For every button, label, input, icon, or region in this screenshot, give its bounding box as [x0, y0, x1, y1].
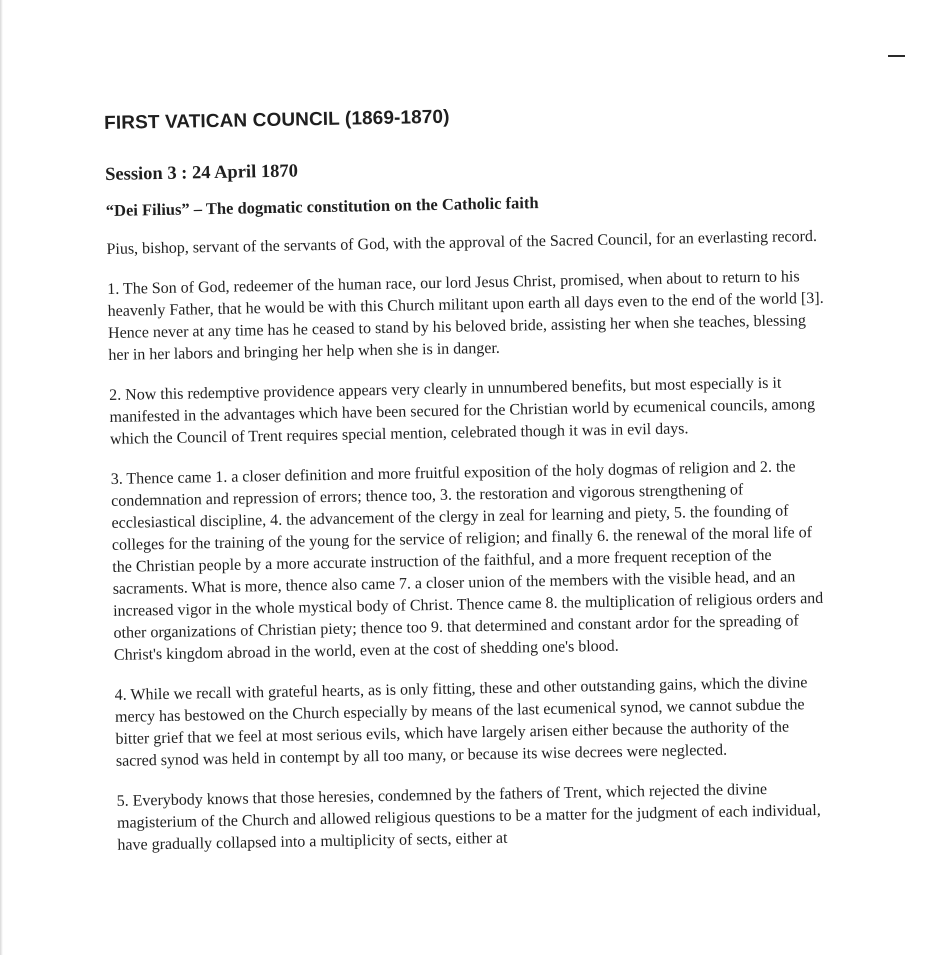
- document-title: FIRST VATICAN COUNCIL (1869-1870): [104, 106, 450, 134]
- document-body: [104, 98, 858, 856]
- paragraph-2: 2. Now this redemptive providence appears very clearly in unnumbered benefits, but most especially is it manifested in the advantages which have been secured for the Christian world by ecumenical councils, among which the Council of Trent requires special mention, celebrated though it was in evil days.: [109, 374, 816, 448]
- intro-paragraph: Pius, bishop, servant of the servants of God, with the approval of the Sacred Council, for an everlasting record.: [106, 227, 818, 258]
- paragraph-4: 4. While we recall with grateful hearts, as is only fitting, these and other outstanding gains, which the divine mercy has bestowed on the Church especially by means of the last ecumenical synod, we cannot subdue the bitter grief that we feel at most serious evils, which have largely arisen either because the authority of the sacred synod was held in contempt by all too many, or because its wise decrees were neglected.: [114, 674, 808, 770]
- session-heading: Session 3 : 24 April 1870: [104, 161, 299, 185]
- constitution-subtitle: “Dei Filius” – The dogmatic constitution on the Catholic faith: [105, 193, 539, 220]
- scan-edge-shadow: [0, 0, 3, 955]
- page-corner-mark: [888, 55, 905, 57]
- paragraph-1: 1. The Son of God, redeemer of the human race, our lord Jesus Christ, promised, when about to return to his heavenly Father, that he would be with this Church militant upon earth all days even to the end of the world [3]. Hence never at any time has he ceased to stand by his beloved bride, assisting her when she teaches, blessing her in her labors and bringing her help when she is in danger.: [107, 268, 824, 364]
- paragraph-3: 3. Thence came 1. a closer definition and more fruitful exposition of the holy dogmas of religion and 2. the condemnation and repression of errors; thence too, 3. the restoration and vigorous strengthening of ecclesiastical discipline, 4. the advancement of the clergy in zeal for learning and piety, 5. the founding of colleges for the training of the young for the service of religion; and finally 6. the renewal of the moral life of the Christian people by a more accurate instruction of the faithful, and a more frequent reception of the sacraments. What is more, thence also came 7. a closer union of the members with the visible head, and an increased vigor in the whole mystical body of Christ. Thence came 8. the multiplication of religious orders and other organizations of Christian piety; thence too 9. that determined and constant ardor for the spreading of Christ's kingdom abroad in the world, even at the cost of shedding one's blood.: [110, 458, 824, 664]
- paragraph-5: 5. Everybody knows that those heresies, condemned by the fathers of Trent, which rejected the divine magisterium of the Church and allowed religious questions to be a matter for the judgment of each individual, have gradually collapsed into a multiplicity of sects, either at: [116, 780, 821, 854]
